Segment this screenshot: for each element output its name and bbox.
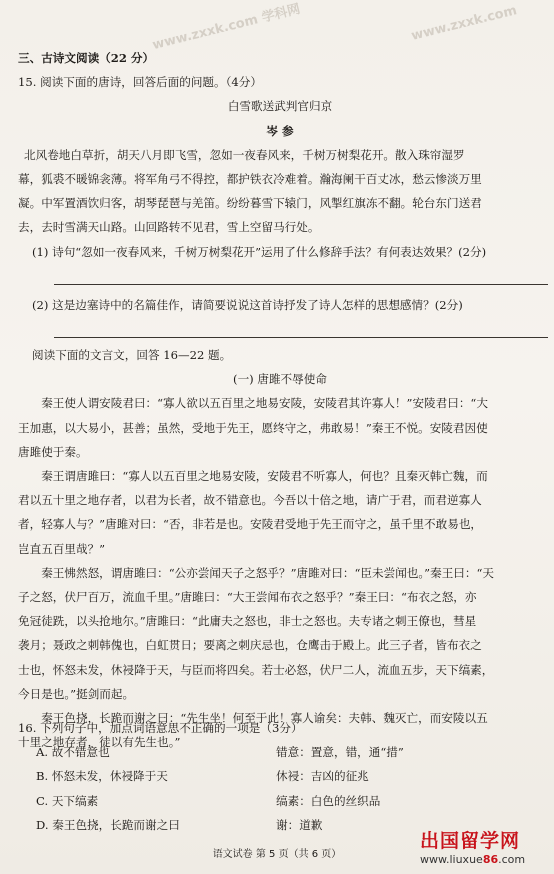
site-logo[interactable] — [420, 826, 554, 874]
watermark-left: www.zxxk.com 学科网 — [150, 1, 302, 54]
passage-line: 唐雎使于秦。 — [18, 444, 88, 459]
passage-line: 王加惠，以大易小，甚善；虽然，受地于先王，愿终守之，弗敢易！”秦王不悦。安陵君因使 — [18, 420, 488, 435]
passage-line: 免冠徒跣，以头抢地尔。”唐雎曰：“此庸夫之怒也，非士之怒也。夫专诸之刺王僚也，彗星 — [18, 614, 477, 629]
option-sentence: D. 秦王色挠，长跪而谢之曰 — [36, 817, 180, 832]
passage-line: 今日是也。”挺剑而起。 — [18, 686, 135, 701]
option-sentence: A. 故不错意也 — [36, 745, 110, 760]
option-sentence: C. 天下缟素 — [36, 793, 99, 808]
q16-stem: 16. 下列句子中，加点词语意思不正确的一项是（3分） — [18, 721, 303, 735]
poem-line: 去，去时雪满天山路。山回路转不见君，雪上空留马行处。 — [18, 220, 320, 235]
q15-sub1: (1) 诗句“忽如一夜春风来，千树万树梨花开”运用了什么修辞手法？有何表达效果？(2分) — [32, 244, 487, 259]
question-15-block — [18, 46, 542, 338]
question-16-block — [18, 716, 542, 837]
passage-line: 士也，怀怒未发，休祲降于天，与臣而将四矣。若士必怒，伏尸二人，流血五步，天下缟素， — [18, 662, 494, 677]
q16-option — [18, 764, 542, 788]
poem-title: 白雪歌送武判官归京 — [227, 99, 333, 114]
passage-line: 袭月；聂政之刺韩傀也，白虹贯日；要离之刺庆忌也，仓鹰击于殿上。此三子者，皆布衣之 — [18, 638, 482, 653]
passage-line: 十里之地存者，徒以有先生也。” — [18, 735, 181, 750]
logo-name: 出国留学网 — [420, 830, 521, 852]
passage-block — [18, 343, 542, 754]
poem-line: 凝。中军置酒饮归客，胡琴琵琶与羌笛。纷纷暮雪下辕门，风掣红旗冻不翻。轮台东门送君 — [18, 196, 482, 211]
passage-line: 秦王色挠，长跪而谢之曰：“先生坐！何至于此！寡人谕矣：夫韩、魏灭亡，而安陵以五 — [41, 711, 488, 726]
page-footer: 语文试卷 第 5 页（共 6 页） — [212, 849, 342, 860]
passage-line: 者，轻寡人与？”唐雎对曰：“否，非若是也。安陵君受地于先王而守之，虽千里不敢易也， — [18, 517, 483, 532]
q15-stem: 15. 阅读下面的唐诗，回答后面的问题。（4分） — [18, 75, 262, 90]
passage-line: 秦王使人谓安陵君曰：“寡人欲以五百里之地易安陵，安陵君其许寡人！”安陵君曰：“大 — [41, 396, 488, 411]
logo-url: www.liuxue86.com — [420, 853, 526, 866]
passage-intro: 阅读下面的文言文，回答 16—22 题。 — [32, 348, 232, 362]
poem-line: 幕，狐裘不暖锦衾薄。将军角弓不得控，都护铁衣冷难着。瀚海阑干百丈冰，愁云惨淡万里 — [18, 172, 482, 187]
passage-line: 岂直五百里哉？” — [18, 541, 106, 556]
option-gloss: 缟素：白色的丝织品 — [276, 793, 381, 808]
answer-line — [54, 337, 548, 338]
q16-option — [18, 789, 542, 813]
poem-line: 北风卷地白草折，胡天八月即飞雪，忽如一夜春风来，千树万树梨花开。散入珠帘湿罗 — [24, 147, 465, 162]
poem-author: 岑 参 — [266, 123, 294, 138]
q16-option — [18, 740, 542, 764]
section-heading: 三、古诗文阅读（22 分） — [18, 51, 155, 65]
passage-line: 子之怒，伏尸百万，流血千里。”唐雎曰：“大王尝闻布衣之怒乎？”秦王曰：“布衣之怒，亦 — [18, 590, 477, 605]
watermark-right: www.zxxk.com — [409, 3, 519, 44]
option-gloss: 错意：置意，错，通“措” — [276, 745, 404, 760]
option-gloss: 休祲：吉凶的征兆 — [276, 769, 369, 784]
passage-line: 秦王谓唐雎曰：“寡人以五百里之地易安陵，安陵君不听寡人，何也？且秦灭韩亡魏，而 — [41, 469, 488, 484]
option-sentence: B. 怀怒未发，休祲降于天 — [36, 769, 168, 784]
passage-line: 秦王怫然怒，谓唐雎曰：“公亦尝闻天子之怒乎？”唐雎对曰：“臣未尝闻也。”秦王曰：“天 — [41, 565, 494, 580]
q15-sub2: (2) 这是边塞诗中的名篇佳作，请简要说说这首诗抒发了诗人怎样的思想感情？(2分) — [32, 297, 463, 312]
option-gloss: 谢：道歉 — [276, 817, 323, 832]
passage-line: 君以五十里之地存者，以君为长者，故不错意也。今吾以十倍之地，请广于君，而君逆寡人 — [18, 493, 482, 508]
passage-title: (一) 唐雎不辱使命 — [233, 372, 327, 387]
